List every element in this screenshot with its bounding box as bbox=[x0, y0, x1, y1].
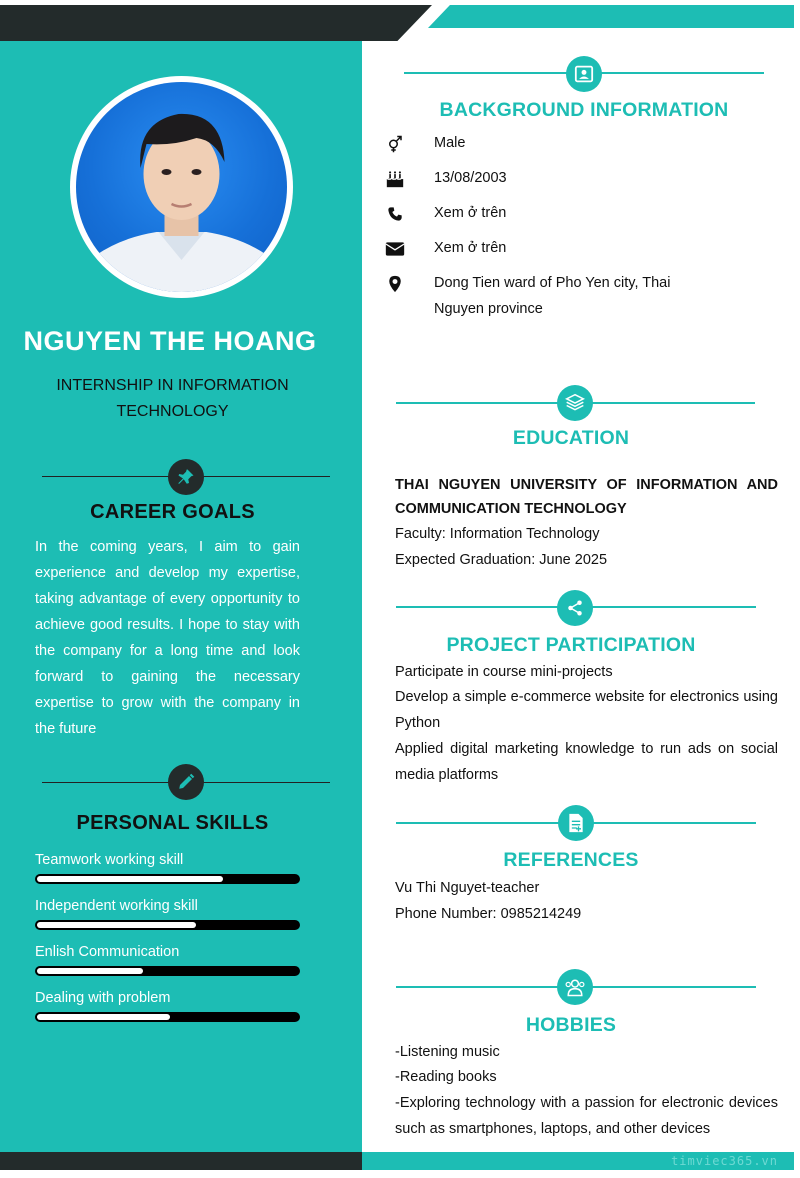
map-marker-icon bbox=[384, 274, 406, 294]
users-icon bbox=[557, 969, 593, 1005]
avatar-photo bbox=[76, 82, 287, 292]
document-icon bbox=[558, 805, 594, 841]
background-heading: BACKGROUND INFORMATION bbox=[439, 99, 729, 121]
skill-bar bbox=[35, 920, 300, 930]
career-goals-text: In the coming years, I aim to gain experience and develop my expertise, taking advantage of every opportunity to achieve good results. I hope to stay with the company for a long time and look forward to gaining the necessary expertise to grow with the company in the future bbox=[35, 539, 300, 737]
watermark: timviec365.vn bbox=[671, 1154, 778, 1168]
phone-icon bbox=[384, 204, 406, 224]
gender-icon bbox=[384, 134, 406, 154]
bottom-bar-dark bbox=[0, 1152, 362, 1170]
candidate-role: INTERNSHIP IN INFORMATION TECHNOLOGY bbox=[56, 377, 289, 420]
education-heading: EDUCATION bbox=[512, 427, 630, 449]
skill-label: Independent working skill bbox=[35, 898, 198, 914]
education-graduation: Expected Graduation: June 2025 bbox=[395, 552, 608, 568]
top-bar-accent bbox=[428, 5, 794, 28]
skill-level-fill bbox=[37, 922, 196, 928]
share-icon bbox=[557, 590, 593, 626]
hobby-line: -Exploring technology with a passion for electronic devices such as smartphones, laptops, and other devices bbox=[395, 1095, 778, 1137]
background-row-text: Dong Tien ward of Pho Yen city, Thai Nguyen province bbox=[434, 275, 671, 317]
references-heading: REFERENCES bbox=[503, 849, 639, 871]
background-row-text: Xem ở trên bbox=[434, 240, 507, 256]
reference-line: Vu Thi Nguyet-teacher bbox=[395, 880, 540, 896]
pencil-icon bbox=[168, 764, 204, 800]
skill-bar bbox=[35, 966, 300, 976]
skill-bar bbox=[35, 1012, 300, 1022]
avatar bbox=[70, 76, 293, 298]
envelope-icon bbox=[384, 239, 406, 259]
skill-bar bbox=[35, 874, 300, 884]
background-row-text: 13/08/2003 bbox=[434, 170, 507, 186]
background-row-text: Male bbox=[434, 135, 466, 151]
skill-level-fill bbox=[37, 968, 143, 974]
id-card-icon bbox=[566, 56, 602, 92]
pin-icon bbox=[168, 459, 204, 495]
projects-heading: PROJECT PARTICIPATION bbox=[446, 634, 696, 656]
skill-level-fill bbox=[37, 876, 223, 882]
candidate-name: NGUYEN THE HOANG bbox=[23, 326, 317, 356]
career-goals-heading: CAREER GOALS bbox=[90, 501, 255, 523]
skill-label: Teamwork working skill bbox=[35, 852, 184, 868]
top-bar-dark bbox=[0, 5, 432, 41]
hobbies-heading: HOBBIES bbox=[525, 1014, 617, 1036]
skill-label: Enlish Communication bbox=[35, 944, 180, 960]
background-row-text: Xem ở trên bbox=[434, 205, 507, 221]
birthday-cake-icon bbox=[384, 169, 406, 189]
portrait-illustration bbox=[76, 82, 287, 292]
layers-icon bbox=[557, 385, 593, 421]
skill-level-fill bbox=[37, 1014, 170, 1020]
project-line: Develop a simple e-commerce website for electronics using Python bbox=[395, 689, 778, 731]
university-name: THAI NGUYEN UNIVERSITY OF INFORMATION AND COMMUNICATION TECHNOLOGY bbox=[395, 477, 778, 517]
project-line: Applied digital marketing knowledge to run ads on social media platforms bbox=[395, 741, 778, 783]
skills-heading: PERSONAL SKILLS bbox=[76, 812, 269, 834]
hobby-line: -Listening music bbox=[395, 1044, 500, 1060]
reference-line: Phone Number: 0985214249 bbox=[395, 906, 582, 922]
skill-label: Dealing with problem bbox=[35, 990, 171, 1006]
project-line: Participate in course mini-projects bbox=[395, 664, 613, 680]
hobby-line: -Reading books bbox=[395, 1069, 497, 1085]
education-faculty: Faculty: Information Technology bbox=[395, 526, 600, 542]
